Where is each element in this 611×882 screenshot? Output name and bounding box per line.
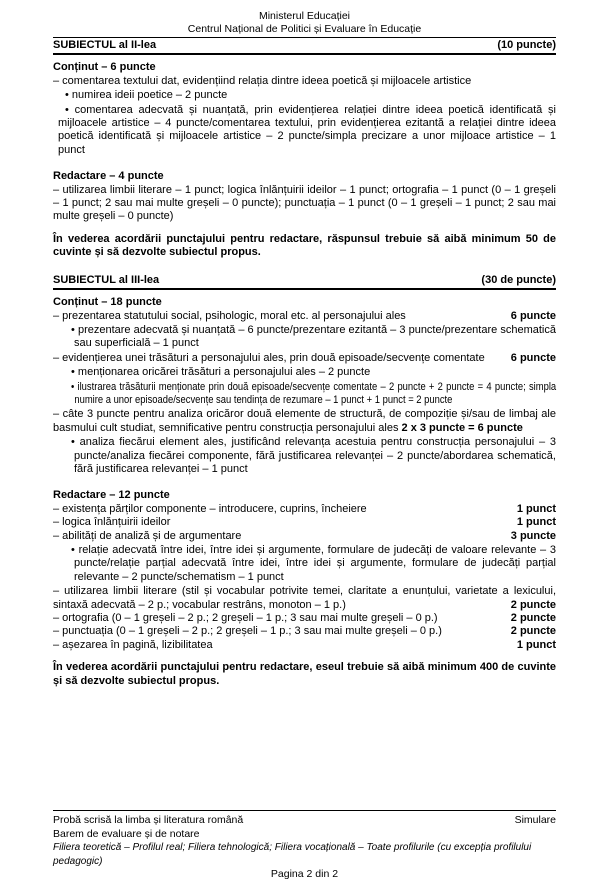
criterion-points: 6 puncte bbox=[510, 309, 556, 322]
criterion-text: – ortografia (0 – 1 greșeli – 2 p.; 2 greșeli – 1 p.; 3 sau mai multe greșeli – 0 p.) bbox=[53, 612, 438, 625]
criterion-text: – prezentarea statutului social, psihologic, moral etc. al personajului ales bbox=[53, 309, 406, 322]
document-header bbox=[53, 10, 556, 38]
criterion-points: 3 puncte bbox=[510, 529, 556, 542]
subject2-content-heading: Conținut – 6 puncte bbox=[53, 61, 156, 74]
criterion-points: 2 puncte bbox=[510, 612, 556, 625]
criterion-text: – așezarea în pagină, lizibilitatea bbox=[53, 638, 213, 651]
subject3-redactare-heading: Redactare – 12 puncte bbox=[53, 489, 170, 502]
ministry-name: Ministerul Educației bbox=[258, 10, 351, 22]
subject3-content-heading: Conținut – 18 puncte bbox=[53, 296, 162, 309]
subject2-content-item: – comentarea textului dat, evidențiind relația dintre ideea poetică și mijloacele artistice bbox=[53, 74, 472, 87]
criterion-text: – abilități de analiză și de argumentare bbox=[53, 529, 242, 542]
session-name: Simulare bbox=[514, 814, 556, 826]
page-number: Pagina 2 din 2 bbox=[270, 868, 339, 880]
subject3-redactare-row6 bbox=[53, 625, 556, 638]
criterion-points: 6 puncte bbox=[510, 351, 556, 364]
subject3-redactare-bullet: • relație adecvată între idei, între idei și argumente, formulare de judecăți de valoare relevante – 3 puncte/relație parțial adecvată între idei, între idei și argumente, formulare de judecăți parțial relevante – 2 puncte/schematism – 1 punct bbox=[53, 544, 556, 584]
criterion-points: 1 punct bbox=[516, 638, 556, 651]
criterion-text: – câte 3 puncte pentru analiza oricăror două elemente de structură, de compoziție și/sau de limbaj ale basmului cult studiat, semnificative pentru construcția personajului ales bbox=[53, 408, 556, 434]
center-name: Centrul Național de Politici și Evaluare în Educație bbox=[187, 22, 422, 35]
subject3-redactare-row4 bbox=[53, 585, 556, 612]
subject3-redactare-row7 bbox=[53, 639, 556, 652]
criterion-text: – utilizarea limbii literare (stil și vocabular potrivite temei, claritate a enunțului, varietate a lexicului, sintaxă adecvată – 2 p.; vocabular restrâns, monoton – 1 p.) bbox=[53, 585, 556, 611]
criterion-points: 2 puncte bbox=[510, 625, 556, 638]
page-footer bbox=[53, 810, 556, 882]
subject3-title: SUBIECTUL al III-lea bbox=[53, 273, 160, 286]
footer-line1 bbox=[53, 814, 556, 828]
subject2-redactare-body: – utilizarea limbii literare – 1 punct; logica înlănțuirii ideilor – 1 punct; ortografia – 1 punct (0 – 1 greșeli – 1 punct; 2 sau mai multe greșeli – 0 puncte); punctuația – 1 punct (0 – 1 greșeli – 1 punct; 2 sau mai multe greșeli – 0 puncte) bbox=[53, 183, 556, 223]
subject2-content-bullet2: • comentarea adecvată și nuanțată, prin evidențierea relației dintre ideea poetică identificată și mijloacele artistice – 4 puncte/comentarea textului, prin evidențierea ezitantă a relației dintre ideea poetică identificată și mijloacele artistice – 2 puncte/simpla precizare a unor mijloace artistice – 1 punct bbox=[53, 104, 556, 158]
subject2-redactare-note: În vederea acordării punctajului pentru redactare, răspunsul trebuie să aibă minimum 50 de cuvinte și să dezvolte subiectul propus. bbox=[53, 232, 556, 259]
subject3-redactare-row1 bbox=[53, 503, 556, 516]
subject3-redactare-row2 bbox=[53, 516, 556, 529]
subject2-redactare-heading: Redactare – 4 puncte bbox=[53, 170, 164, 183]
subject3-content-line1 bbox=[53, 310, 556, 323]
subject2-header bbox=[53, 38, 556, 55]
subject3-content-bullet1: • prezentare adecvată și nuanțată – 6 puncte/prezentare ezitantă – 3 puncte/prezentare schematică sau superficială – 1 punct bbox=[53, 324, 556, 351]
subject3-content-bullet4: • analiza fiecărui element ales, justificând relevanța acestuia pentru construcția personajului – 3 puncte/analiza fiecărei componente, fără justificarea relevanței – 2 puncte/abordarea schematică, fără justificarea relevanței – 1 punct bbox=[53, 436, 556, 476]
criterion-text: – logica înlănțuirii ideilor bbox=[53, 516, 171, 529]
subject3-redactare-row5 bbox=[53, 612, 556, 625]
subject3-content-bullet2: • menționarea oricărei trăsături a personajului ales – 2 puncte bbox=[53, 366, 556, 379]
doc-type: Barem de evaluare și de notare bbox=[53, 827, 200, 840]
criterion-points: 2 x 3 puncte = 6 puncte bbox=[401, 421, 523, 434]
subject3-points: (30 de puncte) bbox=[481, 273, 556, 286]
subject3-content-bullet3: • ilustrarea trăsăturii menționate prin două episoade/secvențe comentate – 2 puncte + 2 puncte = 4 puncte; simpla numire a unor episoade/secvențe sau tendința de rezumare – 1 punct + 1 punct = 2 puncte bbox=[53, 381, 556, 408]
subject2-points: (10 puncte) bbox=[497, 39, 556, 51]
exam-name: Probă scrisă la limba și literatura română bbox=[53, 814, 244, 826]
criterion-points: 1 punct bbox=[516, 502, 556, 515]
subject3-content-line2 bbox=[53, 352, 556, 365]
criterion-text: – existența părților componente – introducere, cuprins, încheiere bbox=[53, 502, 367, 515]
subject2-content-bullet1: • numirea ideii poetice – 2 puncte bbox=[53, 89, 556, 102]
criterion-points: 2 puncte bbox=[510, 598, 556, 611]
criterion-points: 1 punct bbox=[516, 516, 556, 529]
subject2-title: SUBIECTUL al II-lea bbox=[53, 39, 157, 51]
criterion-text: – punctuația (0 – 1 greșeli – 2 p.; 2 greșeli – 1 p.; 3 sau mai multe greșeli – 0 p.) bbox=[53, 625, 442, 638]
subject3-redactare-row3 bbox=[53, 530, 556, 543]
subject3-redactare-note: În vederea acordării punctajului pentru redactare, eseul trebuie să aibă minimum 400 de cuvinte și să dezvolte subiectul propus. bbox=[53, 661, 556, 687]
subject3-content-line3 bbox=[53, 408, 556, 435]
criterion-text: – evidențierea unei trăsături a personajului ales, prin două episoade/secvențe comentate bbox=[53, 351, 485, 364]
filiera-note: Filiera teoretică – Profilul real; Filiera tehnologică; Filiera vocațională – Toate profilurile (cu excepția profilului pedagogic) bbox=[53, 842, 532, 867]
subject3-header bbox=[53, 273, 556, 290]
